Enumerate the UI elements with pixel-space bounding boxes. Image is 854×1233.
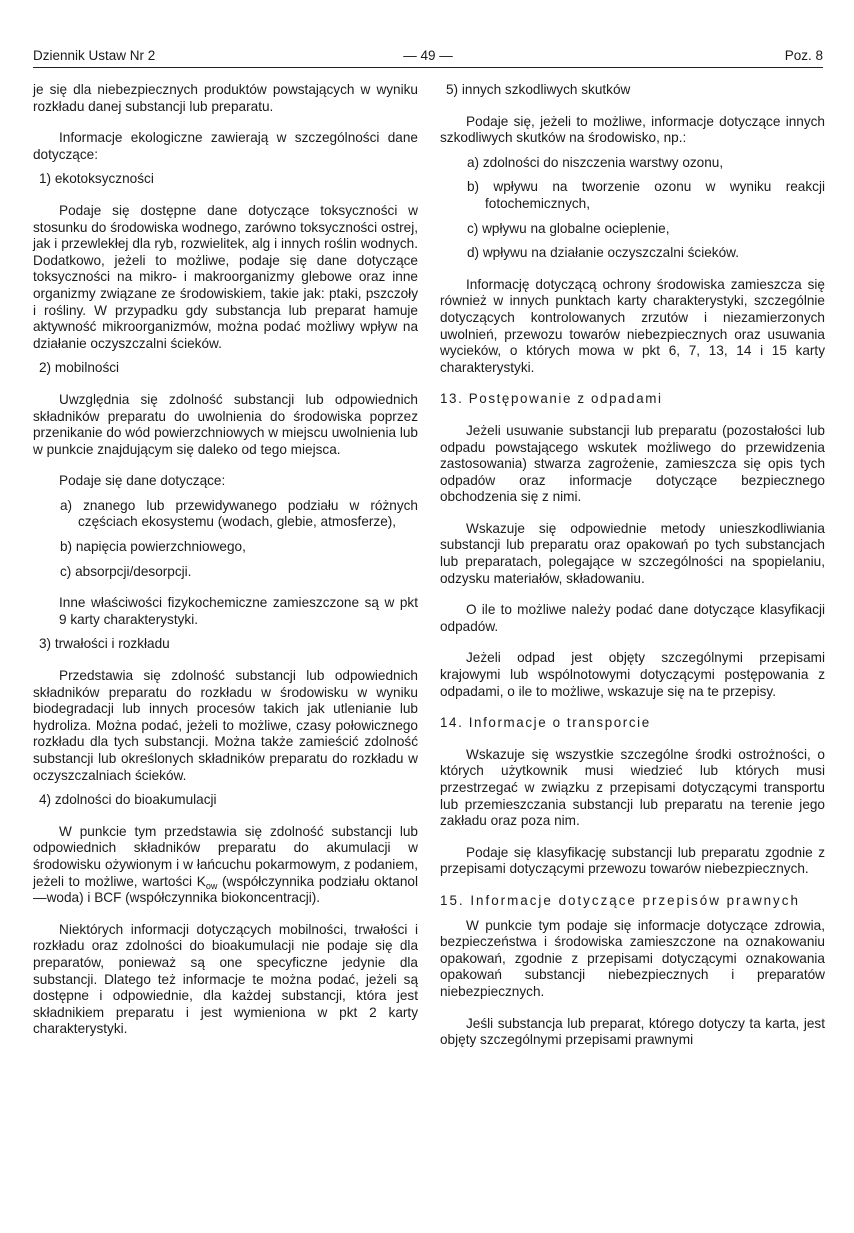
text: W punkcie tym przedstawia się zdolność substancji lub odpowiednich składników preparatu do akumulacji w środowisku ożywionym i w łańcuchu pokarmowym, z podaniem, jeżeli to możliwe, wartości K: [33, 823, 418, 889]
subscript: ow: [205, 880, 218, 891]
paragraph: Podaje się dane dotyczące:: [59, 473, 226, 489]
paragraph: Wskazuje się wszystkie szczególne środki ostrożności, o których użytkownik musi wiedzieć lub których musi przestrzegać w związku z przepisami dotyczącymi transportu lub przemieszczania substancji lub preparatu na terenie jego zakładu oraz poza nim.: [440, 746, 825, 829]
paragraph: Przedstawia się zdolność substancji lub odpowiednich składników preparatu do rozkładu w środowisku w wyniku biodegradacji lub innych procesów takich jak utlenianie lub hydroliza. Można podać, jeżeli to możliwe, czasy połowicznego rozkładu dla tych substancji. Można także zamieścić zdolność substancji lub określonych składników preparatu do rozkładu w oczyszczalniach ścieków.: [33, 668, 418, 783]
section-heading-14: 14. Informacje o transporcie: [440, 715, 651, 731]
section-heading-13: 13. Postępowanie z odpadami: [440, 391, 663, 407]
journal-title: Dziennik Ustaw Nr 2: [33, 48, 156, 63]
subsection-heading: 3) trwałości i rozkładu: [39, 636, 170, 652]
page-number: — 49 —: [403, 48, 453, 63]
right-column: [440, 82, 825, 1049]
paragraph: Podaje się klasyfikację substancji lub preparatu zgodnie z przepisami dotyczącymi przewozu towarów niebezpiecznych.: [440, 844, 825, 877]
subsection-heading: 4) zdolności do bioakumulacji: [39, 792, 217, 808]
paragraph: W punkcie tym podaje się informacje dotyczące zdrowia, bezpieczeństwa i środowiska zamieszczone na oznakowaniu opakowań, zgodnie z przepisami dotyczącymi oznakowania opakowań substancji niebezpiecznych i preparatów niebezpiecznych.: [440, 917, 825, 999]
list-item: d) wpływu na działanie oczyszczalni ścieków.: [467, 245, 739, 261]
paragraph: Informację dotyczącą ochrony środowiska zamieszcza się również w innych punktach karty charakterystyki, szczególnie dotyczących kontrolowanych zrzutów i niezamierzonych uwolnień, przewozu towarów niebezpiecznych oraz usuwania wycieków, o których mowa w pkt 6, 7, 13, 14 i 15 karty charakterystyki.: [440, 276, 825, 375]
subsection-heading: 1) ekotoksyczności: [39, 171, 154, 187]
paragraph: je się dla niebezpiecznych produktów powstających w wyniku rozkładu danej substancji lub preparatu.: [33, 82, 418, 114]
list-item: a) znanego lub przewidywanego podziału w różnych częściach ekosystemu (wodach, glebie, atmosferze),: [60, 497, 418, 530]
paragraph: Informacje ekologiczne zawierają w szczególności dane dotyczące:: [33, 130, 418, 162]
left-column: [33, 82, 418, 1038]
section-heading-15: 15. Informacje dotyczące przepisów prawnych: [440, 892, 800, 908]
paragraph: Jeżeli odpad jest objęty szczególnymi przepisami krajowymi lub wspólnotowymi dotyczącymi postępowania z odpadami, o ile to możliwe, wskazuje się na te przepisy.: [440, 650, 825, 699]
list-item: a) zdolności do niszczenia warstwy ozonu,: [467, 154, 724, 170]
paragraph: Wskazuje się odpowiednie metody unieszkodliwiania substancji lub preparatu oraz opakowań po tych substancjach lub preparatach, polegające w szczególności na spopielaniu, odzysku materiałów, składowaniu.: [440, 520, 825, 586]
list-item: b) wpływu na tworzenie ozonu w wyniku reakcji fotochemicznych,: [467, 179, 825, 211]
paragraph: Podaje się dostępne dane dotyczące toksyczności w stosunku do środowiska wodnego, zarówno toksyczności ostrej, jak i przewlekłej dla ryb, rozwielitek, alg i innych roślin wodnych. Dodatkowo, jeżeli to możliwe, podaje się dane dotyczące toksyczności na mikro- i makroorganizmy glebowe oraz inne organizmy związane ze środowiskiem, takie jak: ptaki, pszczoły i rośliny. W przypadku gdy substancja lub preparat hamuje aktywność mikroorganizmów, można podać możliwy wpływ na działanie oczyszczalni ścieków.: [33, 202, 418, 351]
paragraph: Jeśli substancja lub preparat, którego dotyczy ta karta, jest objęty szczególnymi przepisami prawnymi: [440, 1015, 825, 1048]
position-number: Poz. 8: [784, 48, 823, 63]
list-item: b) napięcia powierzchniowego,: [60, 539, 246, 555]
paragraph: Podaje się, jeżeli to możliwe, informacje dotyczące innych szkodliwych skutków na środowisko, np.:: [440, 113, 825, 146]
list-item: c) absorpcji/desorpcji.: [60, 563, 192, 579]
paragraph: Jeżeli usuwanie substancji lub preparatu (pozostałości lub odpadu powstającego wskutek możliwego do przewidzenia zastosowania) stwarza zagrożenie, zamieszcza się opis tych odpadów oraz informacje dotyczące bezpiecznego obchodzenia się z nimi.: [440, 422, 825, 505]
text: (współczynnika podziału oktanol—woda) i BCF (współczynnika biokoncentracji).: [33, 873, 418, 906]
paragraph: O ile to możliwe należy podać dane dotyczące klasyfikacji odpadów.: [440, 602, 825, 634]
paragraph: [33, 824, 418, 907]
paragraph: Inne właściwości fizykochemiczne zamieszczone są w pkt 9 karty charakterystyki.: [59, 595, 418, 627]
list-item: c) wpływu na globalne ocieplenie,: [467, 220, 670, 236]
paragraph: Uwzględnia się zdolność substancji lub odpowiednich składników preparatu do uwolnienia do środowiska poprzez przenikanie do wód powierzchniowych w miejscu uwolnienia lub w punkcie znajdującym się daleko od tego miejsca.: [33, 391, 418, 457]
paragraph: Niektórych informacji dotyczących mobilności, trwałości i rozkładu oraz zdolności do bioakumulacji nie podaje się dla preparatów, ponieważ są one specyficzne jedynie dla substancji. Dlatego też informacje te można podać, jeżeli są dostępne i odpowiednie, dla każdej substancji, która jest składnikiem preparatu i jest wymieniona w pkt 2 karty charakterystyki.: [33, 921, 418, 1037]
subsection-heading: 5) innych szkodliwych skutków: [446, 82, 631, 97]
subsection-heading: 2) mobilności: [39, 360, 120, 376]
page-header: [33, 48, 823, 68]
